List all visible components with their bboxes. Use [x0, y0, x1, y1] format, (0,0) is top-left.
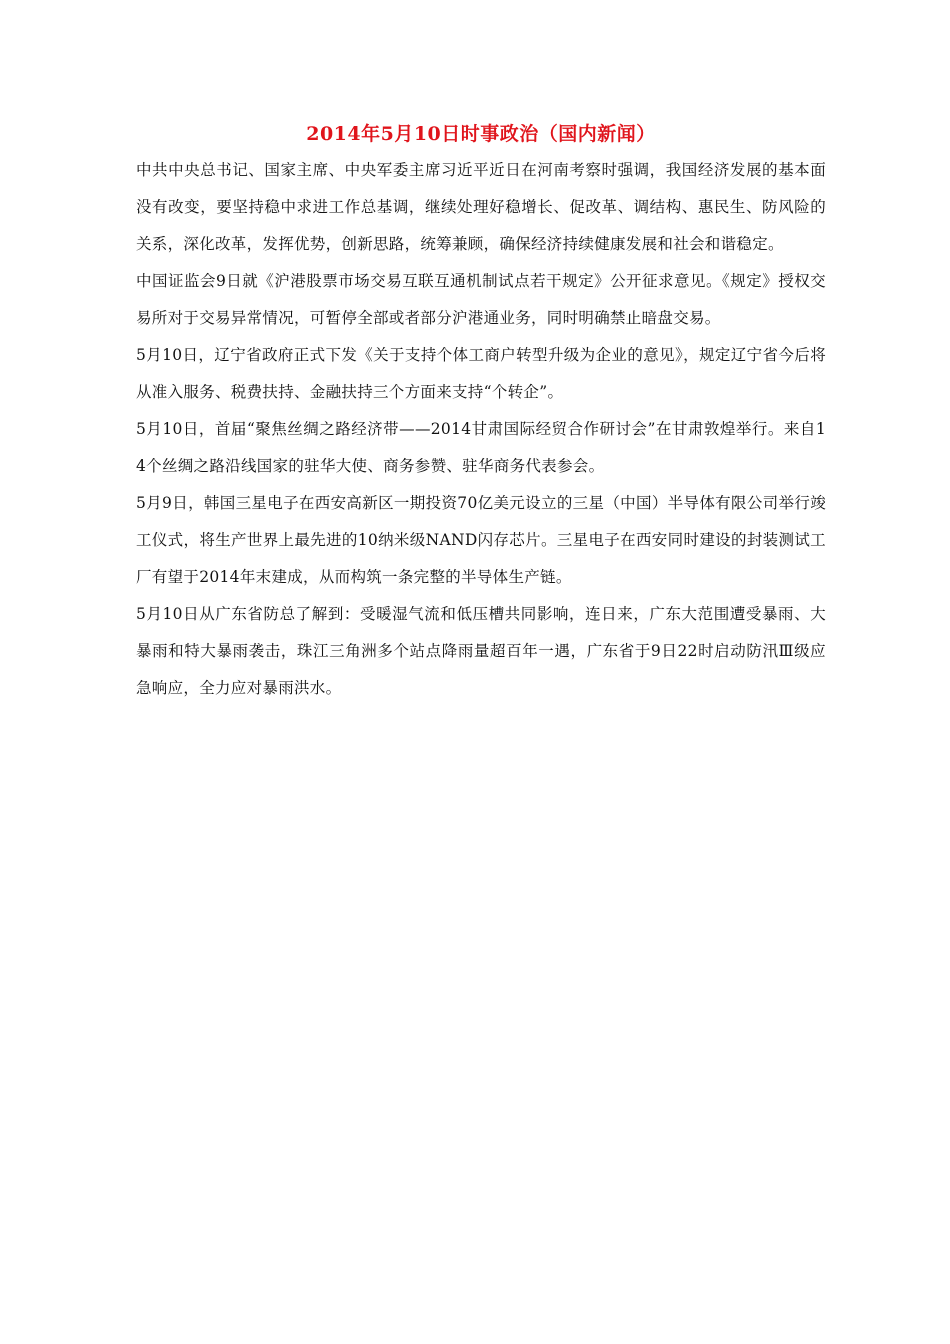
document-content [136, 118, 826, 707]
paragraph-csrc-shanghai-hongkong-connect: 中国证监会9日就《沪港股票市场交易互联互通机制试点若干规定》公开征求意见。《规定》授权交易所对于交易异常情况，可暂停全部或者部分沪港通业务，同时明确禁止暗盘交易。 [136, 272, 826, 327]
paragraph-liaoning-individual-business: 5月10日，辽宁省政府正式下发《关于支持个体工商户转型升级为企业的意见》，规定辽宁省今后将从准入服务、税费扶持、金融扶持三个方面来支持“个转企”。 [136, 346, 826, 401]
paragraph-silk-road-seminar: 5月10日，首届“聚焦丝绸之路经济带——2014甘肃国际经贸合作研讨会”在甘肃敦煌举行。来自14个丝绸之路沿线国家的驻华大使、商务参赞、驻华商务代表参会。 [136, 420, 826, 475]
paragraph-xi-jinping-henan: 中共中央总书记、国家主席、中央军委主席习近平近日在河南考察时强调，我国经济发展的基本面没有改变，要坚持稳中求进工作总基调，继续处理好稳增长、促改革、调结构、惠民生、防风险的关系，深化改革，发挥优势，创新思路，统筹兼顾，确保经济持续健康发展和社会和谐稳定。 [136, 161, 826, 253]
paragraph-guangdong-rainstorm: 5月10日从广东省防总了解到：受暖湿气流和低压槽共同影响，连日来，广东大范围遭受暴雨、大暴雨和特大暴雨袭击，珠江三角洲多个站点降雨量超百年一遇，广东省于9日22时启动防汛Ⅲ级应急响应，全力应对暴雨洪水。 [136, 605, 826, 697]
paragraph-samsung-xian: 5月9日，韩国三星电子在西安高新区一期投资70亿美元设立的三星（中国）半导体有限公司举行竣工仪式，将生产世界上最先进的10纳米级NAND闪存芯片。三星电子在西安同时建设的封装测试工厂有望于2014年末建成，从而构筑一条完整的半导体生产链。 [136, 494, 826, 586]
document-title: 2014年5月10日时事政治（国内新闻） [306, 123, 656, 145]
